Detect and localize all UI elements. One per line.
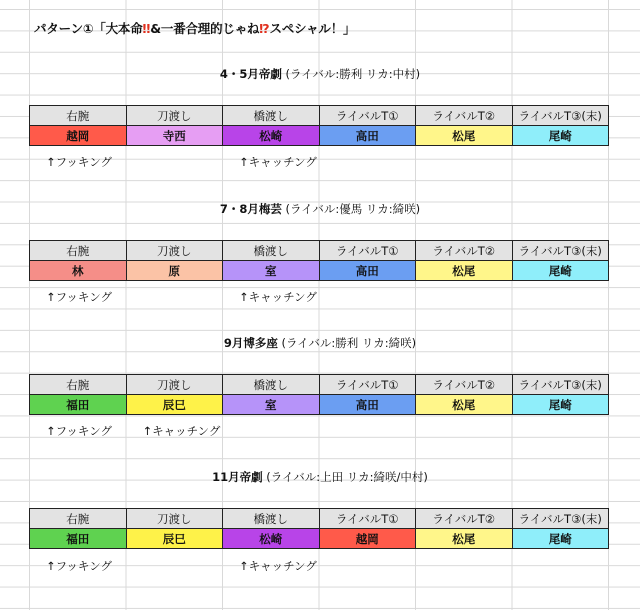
header-cell[interactable]: ライバルT③(末) [512, 241, 609, 261]
section-name: 11月帝劇 [212, 470, 263, 484]
header-cell[interactable]: 刀渡し [126, 509, 223, 529]
role-note[interactable]: ↑フッキング [46, 424, 112, 438]
section-title [0, 469, 640, 485]
value-row [30, 261, 609, 281]
header-row [30, 241, 609, 261]
section-title [0, 66, 640, 82]
value-cell[interactable]: 松尾 [416, 529, 513, 549]
value-cell[interactable]: 尾崎 [512, 529, 609, 549]
header-cell[interactable]: 橋渡し [223, 106, 320, 126]
value-cell[interactable]: 松崎 [223, 126, 320, 146]
value-cell[interactable]: 高田 [319, 126, 416, 146]
role-note[interactable]: ↑キャッチング [239, 559, 317, 573]
value-cell[interactable]: 松尾 [416, 395, 513, 415]
value-cell[interactable]: 室 [223, 395, 320, 415]
value-cell[interactable]: 松尾 [416, 126, 513, 146]
value-cell[interactable]: 福田 [30, 529, 127, 549]
header-cell[interactable]: 右腕 [30, 241, 127, 261]
header-cell[interactable]: ライバルT② [416, 241, 513, 261]
role-note[interactable]: ↑キャッチング [239, 290, 317, 304]
section-name: 9月博多座 [223, 336, 278, 350]
header-cell[interactable]: 橋渡し [223, 241, 320, 261]
value-cell[interactable]: 原 [126, 261, 223, 281]
section-name: 7・8月梅芸 [219, 202, 282, 216]
role-note[interactable]: ↑フッキング [46, 155, 112, 169]
role-note[interactable]: ↑キャッチング [142, 424, 221, 438]
header-cell[interactable]: 刀渡し [126, 241, 223, 261]
section-name: 4・5月帝劇 [219, 67, 282, 81]
role-table [29, 508, 609, 549]
section-subtitle: (ライバル:勝利 リカ:綺咲) [277, 336, 417, 350]
value-cell[interactable]: 辰巳 [126, 529, 223, 549]
header-cell[interactable]: ライバルT③(末) [512, 106, 609, 126]
value-cell[interactable]: 高田 [319, 395, 416, 415]
section-subtitle: (ライバル:優馬 リカ:綺咲) [281, 202, 421, 216]
role-note[interactable]: ↑キャッチング [239, 155, 317, 169]
header-row [30, 375, 609, 395]
section-subtitle: (ライバル:上田 リカ:綺咲/中村) [262, 470, 428, 484]
value-cell[interactable]: 松崎 [223, 529, 320, 549]
section-title [0, 335, 640, 351]
value-cell[interactable]: 高田 [319, 261, 416, 281]
role-table [29, 240, 609, 281]
header-cell[interactable]: ライバルT③(末) [512, 375, 609, 395]
header-row [30, 106, 609, 126]
header-cell[interactable]: ライバルT② [416, 375, 513, 395]
header-row [30, 509, 609, 529]
role-note[interactable]: ↑フッキング [46, 290, 112, 304]
value-row [30, 126, 609, 146]
value-row [30, 395, 609, 415]
sheet-title: パターン①「大本命‼&一番合理的じゃね⁉スペシャル！」 [34, 21, 356, 36]
value-cell[interactable]: 松尾 [416, 261, 513, 281]
value-cell[interactable]: 越岡 [30, 126, 127, 146]
header-cell[interactable]: ライバルT① [319, 509, 416, 529]
value-row [30, 529, 609, 549]
value-cell[interactable]: 林 [30, 261, 127, 281]
role-table [29, 374, 609, 415]
exclamation-question-icon: ⁉ [259, 21, 270, 36]
value-cell[interactable]: 辰巳 [126, 395, 223, 415]
section-subtitle: (ライバル:勝利 リカ:中村) [281, 67, 421, 81]
header-cell[interactable]: 橋渡し [223, 509, 320, 529]
value-cell[interactable]: 越岡 [319, 529, 416, 549]
header-cell[interactable]: 右腕 [30, 509, 127, 529]
header-cell[interactable]: 橋渡し [223, 375, 320, 395]
value-cell[interactable]: 尾崎 [512, 126, 609, 146]
header-cell[interactable]: ライバルT② [416, 106, 513, 126]
role-note[interactable]: ↑フッキング [46, 559, 112, 573]
header-cell[interactable]: 刀渡し [126, 106, 223, 126]
value-cell[interactable]: 尾崎 [512, 395, 609, 415]
section-title [0, 201, 640, 217]
value-cell[interactable]: 寺西 [126, 126, 223, 146]
header-cell[interactable]: 右腕 [30, 375, 127, 395]
value-cell[interactable]: 尾崎 [512, 261, 609, 281]
role-table [29, 105, 609, 146]
header-cell[interactable]: ライバルT③(末) [512, 509, 609, 529]
header-cell[interactable]: ライバルT① [319, 241, 416, 261]
value-cell[interactable]: 室 [223, 261, 320, 281]
header-cell[interactable]: ライバルT② [416, 509, 513, 529]
header-cell[interactable]: ライバルT① [319, 106, 416, 126]
header-cell[interactable]: 右腕 [30, 106, 127, 126]
header-cell[interactable]: 刀渡し [126, 375, 223, 395]
double-exclamation-icon: ‼ [142, 21, 151, 36]
header-cell[interactable]: ライバルT① [319, 375, 416, 395]
value-cell[interactable]: 福田 [30, 395, 127, 415]
